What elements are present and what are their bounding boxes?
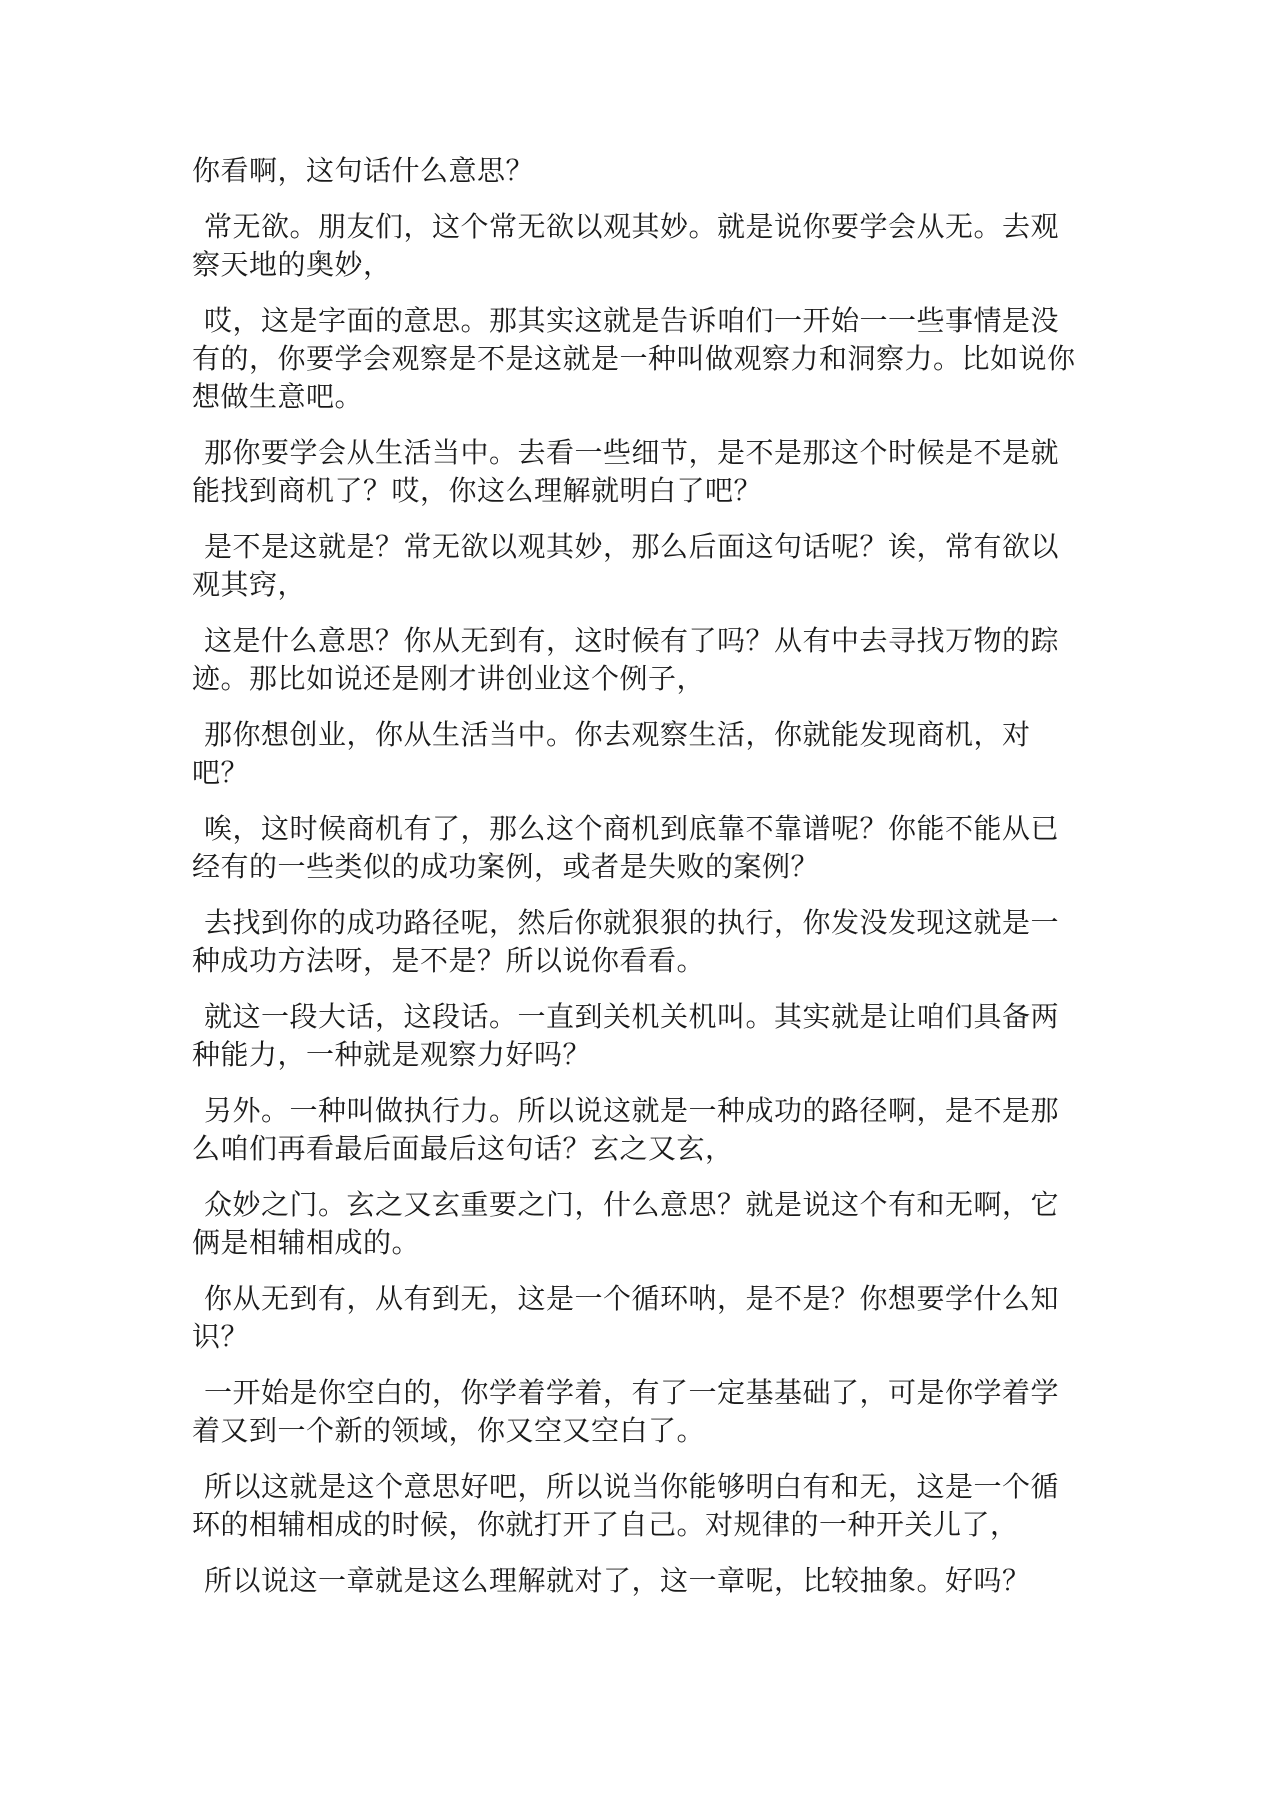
paragraph-7: 那你想创业，你从生活当中。你去观察生活，你就能发现商机，对吧？ [192, 718, 1031, 789]
paragraph-16: 所以说这一章就是这么理解就对了，这一章呢，比较抽象。好吗？ [204, 1564, 1031, 1597]
paragraph-1: 你看啊，这句话什么意思？ [192, 154, 535, 187]
paragraph-14: 一开始是你空白的，你学着学着，有了一定基基础了，可是你学着学着又到一个新的领域，你又空又空白了。 [192, 1376, 1060, 1447]
paragraph-3: 哎，这是字面的意思。那其实这就是告诉咱们一开始一一些事情是没有的，你要学会观察是不是这就是一种叫做观察力和洞察力。比如说你想做生意吧。 [192, 304, 1076, 413]
paragraph-6: 这是什么意思？你从无到有，这时候有了吗？从有中去寻找万物的踪迹。那比如说还是刚才讲创业这个例子， [192, 624, 1060, 695]
paragraph-12: 众妙之门。玄之又玄重要之门，什么意思？就是说这个有和无啊，它俩是相辅相成的。 [192, 1188, 1060, 1259]
paragraph-15: 所以这就是这个意思好吧，所以说当你能够明白有和无，这是一个循环的相辅相成的时候，你就打开了自己。对规律的一种开关儿了， [192, 1470, 1060, 1541]
paragraph-13: 你从无到有，从有到无，这是一个循环呐，是不是？你想要学什么知识？ [192, 1282, 1060, 1353]
paragraph-8: 唉，这时候商机有了，那么这个商机到底靠不靠谱呢？你能不能从已经有的一些类似的成功案例，或者是失败的案例？ [192, 812, 1060, 883]
paragraph-11: 另外。一种叫做执行力。所以说这就是一种成功的路径啊，是不是那么咱们再看最后面最后这句话？玄之又玄， [192, 1094, 1060, 1165]
paragraph-10: 就这一段大话，这段话。一直到关机关机叫。其实就是让咱们具备两种能力，一种就是观察力好吗？ [192, 1000, 1060, 1071]
paragraph-4: 那你要学会从生活当中。去看一些细节，是不是那这个时候是不是就能找到商机了？哎，你这么理解就明白了吧？ [192, 436, 1060, 507]
paragraph-2: 常无欲。朋友们，这个常无欲以观其妙。就是说你要学会从无。去观察天地的奥妙， [192, 210, 1060, 281]
paragraph-5: 是不是这就是？常无欲以观其妙，那么后面这句话呢？诶，常有欲以观其窍， [192, 530, 1060, 601]
paragraph-9: 去找到你的成功路径呢，然后你就狠狠的执行，你发没发现这就是一种成功方法呀，是不是？所以说你看看。 [192, 906, 1060, 977]
document-body [192, 152, 1084, 1618]
